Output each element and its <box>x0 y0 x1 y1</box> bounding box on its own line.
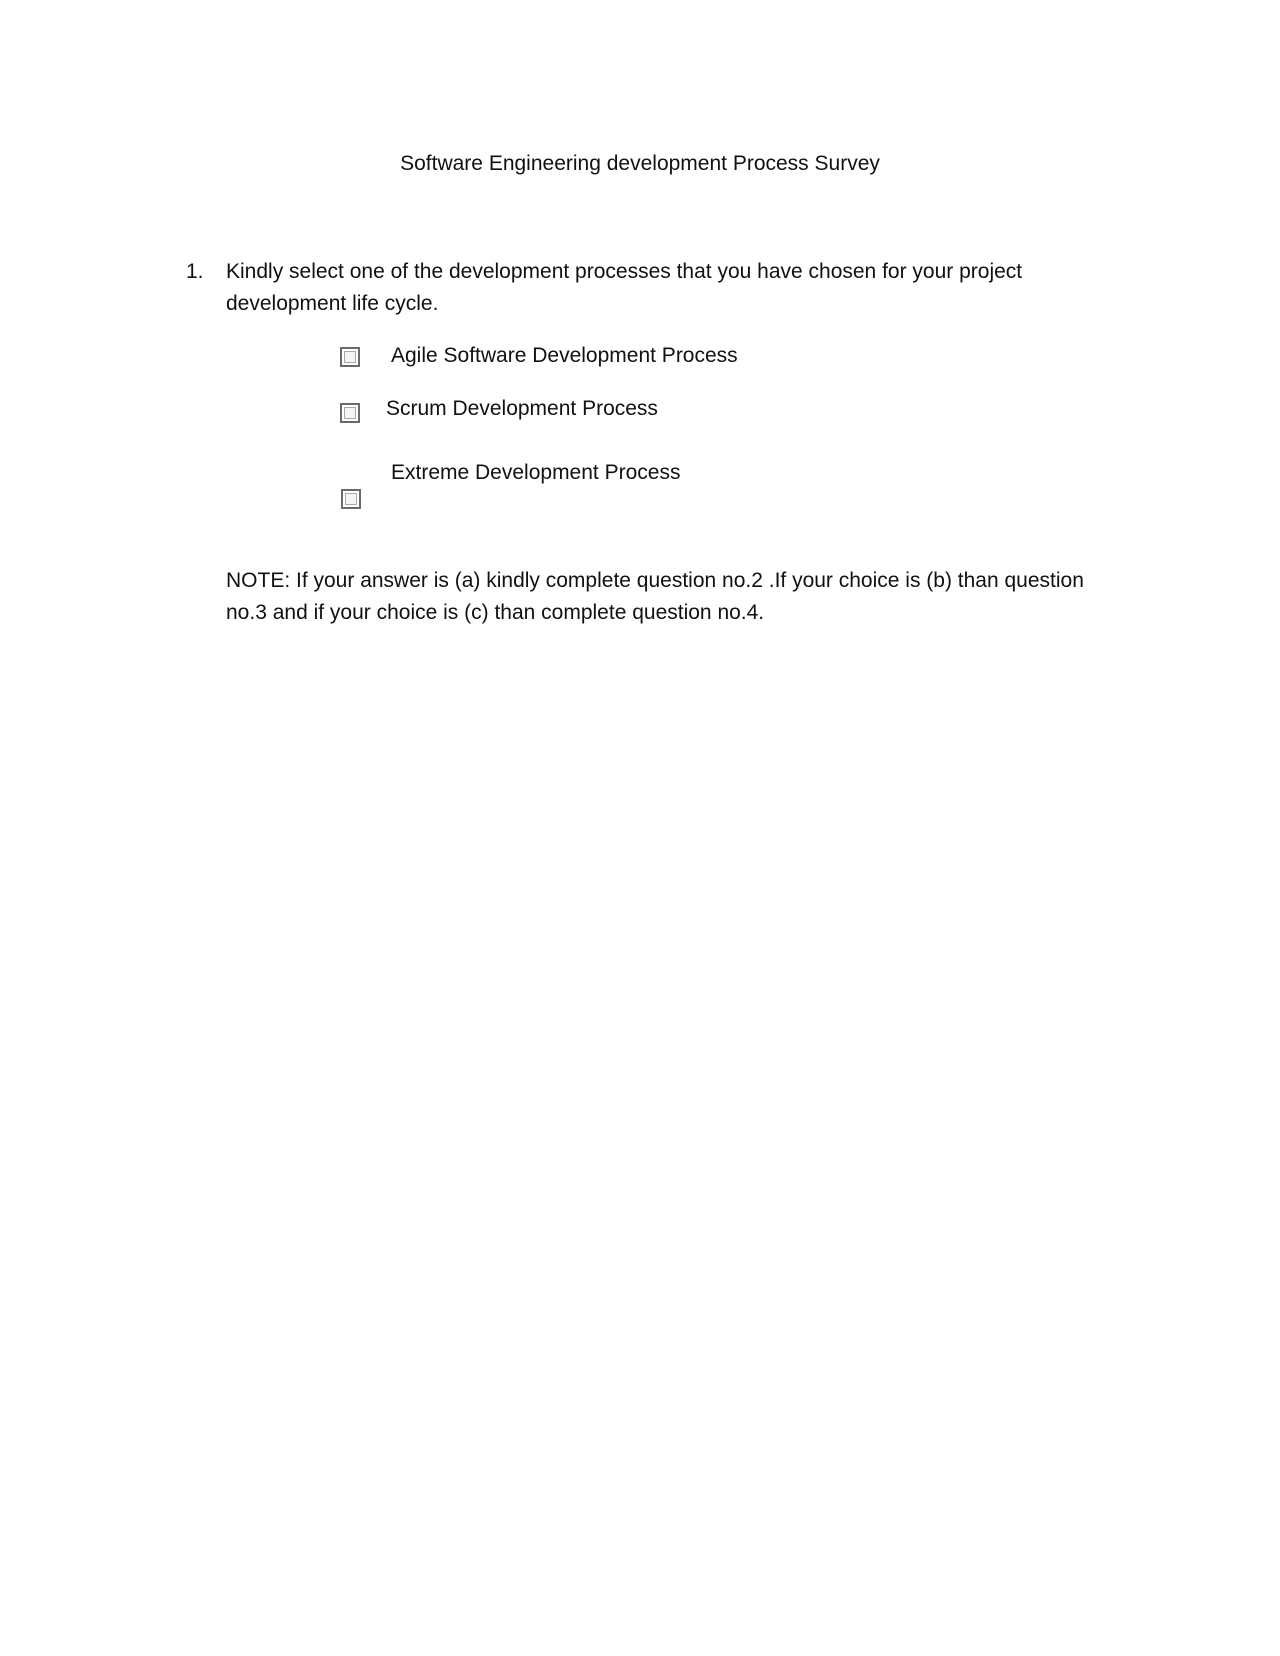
agile-checkbox-icon[interactable] <box>340 347 360 367</box>
instruction-note: NOTE: If your answer is (a) kindly complete question no.2 .If your choice is (b) than question no.3 and if your choice is (c) than complete question no.4. <box>226 569 1084 624</box>
question-text: Kindly select one of the development processes that you have chosen for your project development life cycle. <box>226 260 1023 315</box>
document-title: Software Engineering development Process Survey <box>400 152 880 175</box>
question-number: 1. <box>186 260 204 283</box>
extreme-checkbox-icon[interactable] <box>341 489 361 509</box>
option-label-agile: Agile Software Development Process <box>391 344 738 367</box>
option-label-extreme: Extreme Development Process <box>391 461 681 484</box>
scrum-checkbox-icon[interactable] <box>340 403 360 423</box>
option-label-scrum: Scrum Development Process <box>386 397 658 420</box>
